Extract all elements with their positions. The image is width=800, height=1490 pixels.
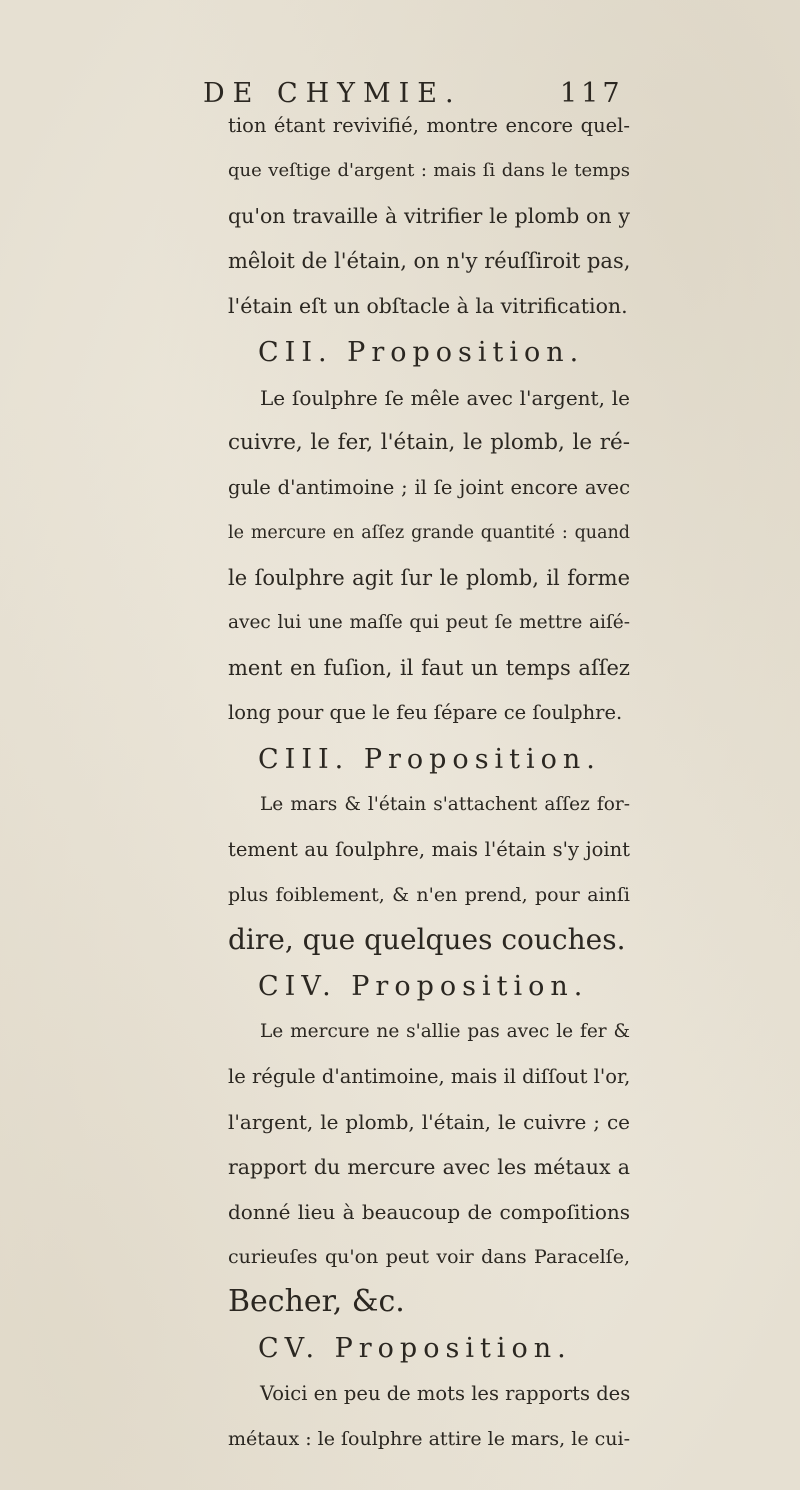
page-number: 117: [560, 78, 624, 109]
text-line: avec lui une maſſe qui peut ſe mettre aiſé-: [228, 612, 630, 633]
section-heading: CIV. Proposition.: [258, 971, 589, 1002]
text-line: l'argent, le plomb, l'étain, le cuivre ; ce: [228, 1110, 630, 1134]
text-line: tement au ſoulphre, mais l'étain s'y joint: [228, 838, 630, 861]
text-line: curieuſes qu'on peut voir dans Paracelſe,: [228, 1246, 630, 1268]
text-line: gule d'antimoine ; il ſe joint encore avec: [228, 476, 630, 499]
text-line: ment en fuſion, il faut un temps aſſez: [228, 656, 630, 680]
text-line: Le mercure ne s'allie pas avec le fer &: [260, 1021, 630, 1042]
text-line: long pour que le feu ſépare ce ſoulphre.: [228, 701, 623, 724]
text-line: Voici en peu de mots les rapports des: [260, 1382, 631, 1405]
section-heading: CV. Proposition.: [258, 1333, 572, 1364]
section-heading: CII. Proposition.: [258, 337, 585, 368]
text-line: cuivre, le fer, l'étain, le plomb, le ré-: [228, 430, 630, 455]
text-line: dire, que quelques couches.: [228, 923, 626, 956]
text-line: rapport du mercure avec les métaux a: [228, 1155, 630, 1179]
text-line: le mercure en aſſez grande quantité : quand: [228, 523, 630, 543]
running-title: DE CHYMIE.: [203, 78, 462, 109]
text-line: mêloit de l'étain, on n'y réuſſiroit pas,: [228, 249, 631, 273]
text-line: tion étant revivifié, montre encore quel-: [228, 114, 630, 137]
text-line: Le ſoulphre ſe mêle avec l'argent, le: [260, 386, 630, 410]
running-head: [0, 0, 800, 109]
text-line: le ſoulphre agit ſur le plomb, il forme: [228, 566, 630, 590]
text-line: métaux : le ſoulphre attire le mars, le cui-: [228, 1428, 630, 1450]
text-line: donné lieu à beaucoup de compoſitions: [228, 1200, 630, 1224]
text-line: Becher, &c.: [228, 1284, 405, 1319]
text-line: plus foiblement, & n'en prend, pour ainſi: [228, 884, 630, 906]
text-line: le régule d'antimoine, mais il diſſout l'or,: [228, 1065, 631, 1088]
text-line: Le mars & l'étain s'attachent aſſez for-: [260, 794, 630, 815]
text-line: l'étain eſt un obſtacle à la vitrification.: [228, 294, 628, 318]
text-line: qu'on travaille à vitrifier le plomb on y: [228, 204, 630, 228]
text-line: que veſtige d'argent : mais ſi dans le temps: [228, 160, 630, 181]
section-heading: CIII. Proposition.: [258, 744, 601, 775]
